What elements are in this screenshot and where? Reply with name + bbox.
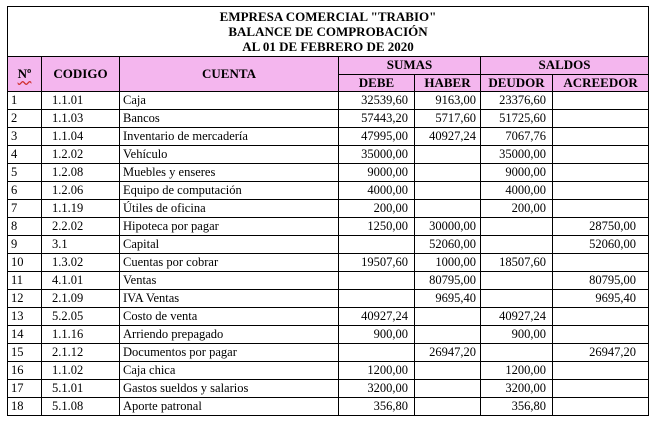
cell-acreedor bbox=[553, 254, 649, 272]
cell-number: 9 bbox=[8, 236, 42, 254]
table-row bbox=[8, 110, 649, 128]
cell-number: 18 bbox=[8, 398, 42, 416]
col-header-haber: HABER bbox=[415, 74, 481, 92]
cell-number: 16 bbox=[8, 362, 42, 380]
table-row bbox=[8, 380, 649, 398]
cell-debe: 1250,00 bbox=[339, 218, 415, 236]
trial-balance-sheet bbox=[7, 6, 648, 416]
cell-acreedor bbox=[553, 398, 649, 416]
table-row bbox=[8, 164, 649, 182]
cell-codigo: 1.2.08 bbox=[42, 164, 120, 182]
table-row bbox=[8, 290, 649, 308]
cell-number: 12 bbox=[8, 290, 42, 308]
col-group-saldos: SALDOS bbox=[481, 57, 649, 75]
col-header-debe: DEBE bbox=[339, 74, 415, 92]
cell-cuenta: IVA Ventas bbox=[120, 290, 339, 308]
cell-number: 6 bbox=[8, 182, 42, 200]
report-name: BALANCE DE COMPROBACIÓN bbox=[228, 24, 428, 39]
cell-debe: 356,80 bbox=[339, 398, 415, 416]
cell-haber: 80795,00 bbox=[415, 272, 481, 290]
cell-number: 7 bbox=[8, 200, 42, 218]
cell-haber: 9695,40 bbox=[415, 290, 481, 308]
cell-codigo: 5.1.08 bbox=[42, 398, 120, 416]
cell-deudor bbox=[481, 272, 553, 290]
cell-codigo: 2.1.12 bbox=[42, 344, 120, 362]
col-header-deudor: DEUDOR bbox=[481, 74, 553, 92]
cell-number: 3 bbox=[8, 128, 42, 146]
cell-acreedor bbox=[553, 164, 649, 182]
cell-debe: 40927,24 bbox=[339, 308, 415, 326]
table-row bbox=[8, 308, 649, 326]
cell-debe: 19507,60 bbox=[339, 254, 415, 272]
cell-haber: 5717,60 bbox=[415, 110, 481, 128]
table-row bbox=[8, 254, 649, 272]
cell-deudor: 9000,00 bbox=[481, 164, 553, 182]
cell-codigo: 2.1.09 bbox=[42, 290, 120, 308]
cell-number: 2 bbox=[8, 110, 42, 128]
cell-cuenta: Cuentas por cobrar bbox=[120, 254, 339, 272]
cell-debe: 3200,00 bbox=[339, 380, 415, 398]
title-row bbox=[8, 7, 649, 57]
cell-haber: 30000,00 bbox=[415, 218, 481, 236]
cell-haber bbox=[415, 326, 481, 344]
cell-codigo: 1.1.03 bbox=[42, 110, 120, 128]
cell-haber bbox=[415, 200, 481, 218]
cell-debe: 35000,00 bbox=[339, 146, 415, 164]
table-row bbox=[8, 92, 649, 110]
cell-codigo: 4.1.01 bbox=[42, 272, 120, 290]
table-row bbox=[8, 326, 649, 344]
table-body bbox=[8, 92, 649, 416]
cell-codigo: 1.2.02 bbox=[42, 146, 120, 164]
cell-number: 17 bbox=[8, 380, 42, 398]
cell-deudor: 3200,00 bbox=[481, 380, 553, 398]
cell-debe bbox=[339, 272, 415, 290]
cell-cuenta: Costo de venta bbox=[120, 308, 339, 326]
table-row bbox=[8, 362, 649, 380]
cell-acreedor bbox=[553, 200, 649, 218]
cell-number: 1 bbox=[8, 92, 42, 110]
report-title bbox=[8, 7, 649, 57]
cell-deudor bbox=[481, 344, 553, 362]
cell-haber: 9163,00 bbox=[415, 92, 481, 110]
cell-haber: 52060,00 bbox=[415, 236, 481, 254]
cell-codigo: 1.1.16 bbox=[42, 326, 120, 344]
trial-balance-table bbox=[7, 6, 649, 416]
cell-codigo: 2.2.02 bbox=[42, 218, 120, 236]
cell-cuenta: Vehículo bbox=[120, 146, 339, 164]
cell-codigo: 1.2.06 bbox=[42, 182, 120, 200]
table-row bbox=[8, 236, 649, 254]
table-row bbox=[8, 344, 649, 362]
cell-cuenta: Gastos sueldos y salarios bbox=[120, 380, 339, 398]
cell-deudor: 23376,60 bbox=[481, 92, 553, 110]
cell-deudor: 7067,76 bbox=[481, 128, 553, 146]
cell-deudor: 35000,00 bbox=[481, 146, 553, 164]
cell-acreedor: 9695,40 bbox=[553, 290, 649, 308]
cell-acreedor bbox=[553, 380, 649, 398]
cell-number: 14 bbox=[8, 326, 42, 344]
cell-haber bbox=[415, 380, 481, 398]
cell-haber bbox=[415, 182, 481, 200]
table-row bbox=[8, 182, 649, 200]
cell-haber: 40927,24 bbox=[415, 128, 481, 146]
cell-acreedor bbox=[553, 110, 649, 128]
col-header-codigo: CODIGO bbox=[42, 57, 120, 92]
cell-haber bbox=[415, 146, 481, 164]
cell-codigo: 1.1.04 bbox=[42, 128, 120, 146]
cell-number: 10 bbox=[8, 254, 42, 272]
cell-number: 13 bbox=[8, 308, 42, 326]
cell-deudor: 18507,60 bbox=[481, 254, 553, 272]
cell-debe: 900,00 bbox=[339, 326, 415, 344]
cell-codigo: 5.1.01 bbox=[42, 380, 120, 398]
cell-deudor: 200,00 bbox=[481, 200, 553, 218]
col-header-no: Nº bbox=[8, 57, 42, 92]
cell-haber bbox=[415, 362, 481, 380]
cell-number: 11 bbox=[8, 272, 42, 290]
cell-number: 15 bbox=[8, 344, 42, 362]
cell-number: 5 bbox=[8, 164, 42, 182]
cell-deudor: 40927,24 bbox=[481, 308, 553, 326]
cell-number: 4 bbox=[8, 146, 42, 164]
cell-cuenta: Muebles y enseres bbox=[120, 164, 339, 182]
cell-haber bbox=[415, 164, 481, 182]
cell-acreedor: 80795,00 bbox=[553, 272, 649, 290]
report-date: AL 01 DE FEBRERO DE 2020 bbox=[242, 39, 414, 54]
cell-haber: 1000,00 bbox=[415, 254, 481, 272]
cell-deudor bbox=[481, 290, 553, 308]
cell-debe: 200,00 bbox=[339, 200, 415, 218]
table-row bbox=[8, 218, 649, 236]
cell-deudor: 356,80 bbox=[481, 398, 553, 416]
cell-acreedor: 52060,00 bbox=[553, 236, 649, 254]
cell-acreedor bbox=[553, 182, 649, 200]
cell-codigo: 5.2.05 bbox=[42, 308, 120, 326]
table-row bbox=[8, 272, 649, 290]
company-name: EMPRESA COMERCIAL "TRABIO" bbox=[219, 9, 437, 24]
cell-deudor: 900,00 bbox=[481, 326, 553, 344]
cell-cuenta: Inventario de mercadería bbox=[120, 128, 339, 146]
cell-codigo: 3.1 bbox=[42, 236, 120, 254]
cell-deudor: 4000,00 bbox=[481, 182, 553, 200]
cell-cuenta: Equipo de computación bbox=[120, 182, 339, 200]
table-row bbox=[8, 128, 649, 146]
cell-cuenta: Aporte patronal bbox=[120, 398, 339, 416]
cell-acreedor: 26947,20 bbox=[553, 344, 649, 362]
cell-deudor: 1200,00 bbox=[481, 362, 553, 380]
cell-codigo: 1.1.01 bbox=[42, 92, 120, 110]
table-row bbox=[8, 146, 649, 164]
cell-acreedor bbox=[553, 128, 649, 146]
cell-debe bbox=[339, 344, 415, 362]
cell-debe: 32539,60 bbox=[339, 92, 415, 110]
cell-acreedor: 28750,00 bbox=[553, 218, 649, 236]
cell-codigo: 1.1.02 bbox=[42, 362, 120, 380]
cell-cuenta: Útiles de oficina bbox=[120, 200, 339, 218]
cell-cuenta: Bancos bbox=[120, 110, 339, 128]
cell-acreedor bbox=[553, 308, 649, 326]
cell-acreedor bbox=[553, 326, 649, 344]
cell-acreedor bbox=[553, 146, 649, 164]
cell-cuenta: Caja chica bbox=[120, 362, 339, 380]
cell-cuenta: Arriendo prepagado bbox=[120, 326, 339, 344]
cell-debe: 4000,00 bbox=[339, 182, 415, 200]
cell-haber: 26947,20 bbox=[415, 344, 481, 362]
cell-number: 8 bbox=[8, 218, 42, 236]
cell-codigo: 1.1.19 bbox=[42, 200, 120, 218]
cell-acreedor bbox=[553, 362, 649, 380]
cell-cuenta: Ventas bbox=[120, 272, 339, 290]
cell-debe bbox=[339, 236, 415, 254]
cell-acreedor bbox=[553, 92, 649, 110]
col-header-cuenta: CUENTA bbox=[120, 57, 339, 92]
cell-deudor bbox=[481, 218, 553, 236]
cell-debe: 57443,20 bbox=[339, 110, 415, 128]
cell-deudor bbox=[481, 236, 553, 254]
cell-cuenta: Caja bbox=[120, 92, 339, 110]
cell-haber bbox=[415, 308, 481, 326]
table-row bbox=[8, 200, 649, 218]
cell-cuenta: Hipoteca por pagar bbox=[120, 218, 339, 236]
cell-deudor: 51725,60 bbox=[481, 110, 553, 128]
cell-cuenta: Capital bbox=[120, 236, 339, 254]
col-group-sumas: SUMAS bbox=[339, 57, 481, 75]
cell-cuenta: Documentos por pagar bbox=[120, 344, 339, 362]
cell-codigo: 1.3.02 bbox=[42, 254, 120, 272]
cell-haber bbox=[415, 398, 481, 416]
cell-debe: 47995,00 bbox=[339, 128, 415, 146]
cell-debe: 9000,00 bbox=[339, 164, 415, 182]
col-header-acreedor: ACREEDOR bbox=[553, 74, 649, 92]
cell-debe: 1200,00 bbox=[339, 362, 415, 380]
column-group-row bbox=[8, 57, 649, 75]
cell-debe bbox=[339, 290, 415, 308]
table-row bbox=[8, 398, 649, 416]
